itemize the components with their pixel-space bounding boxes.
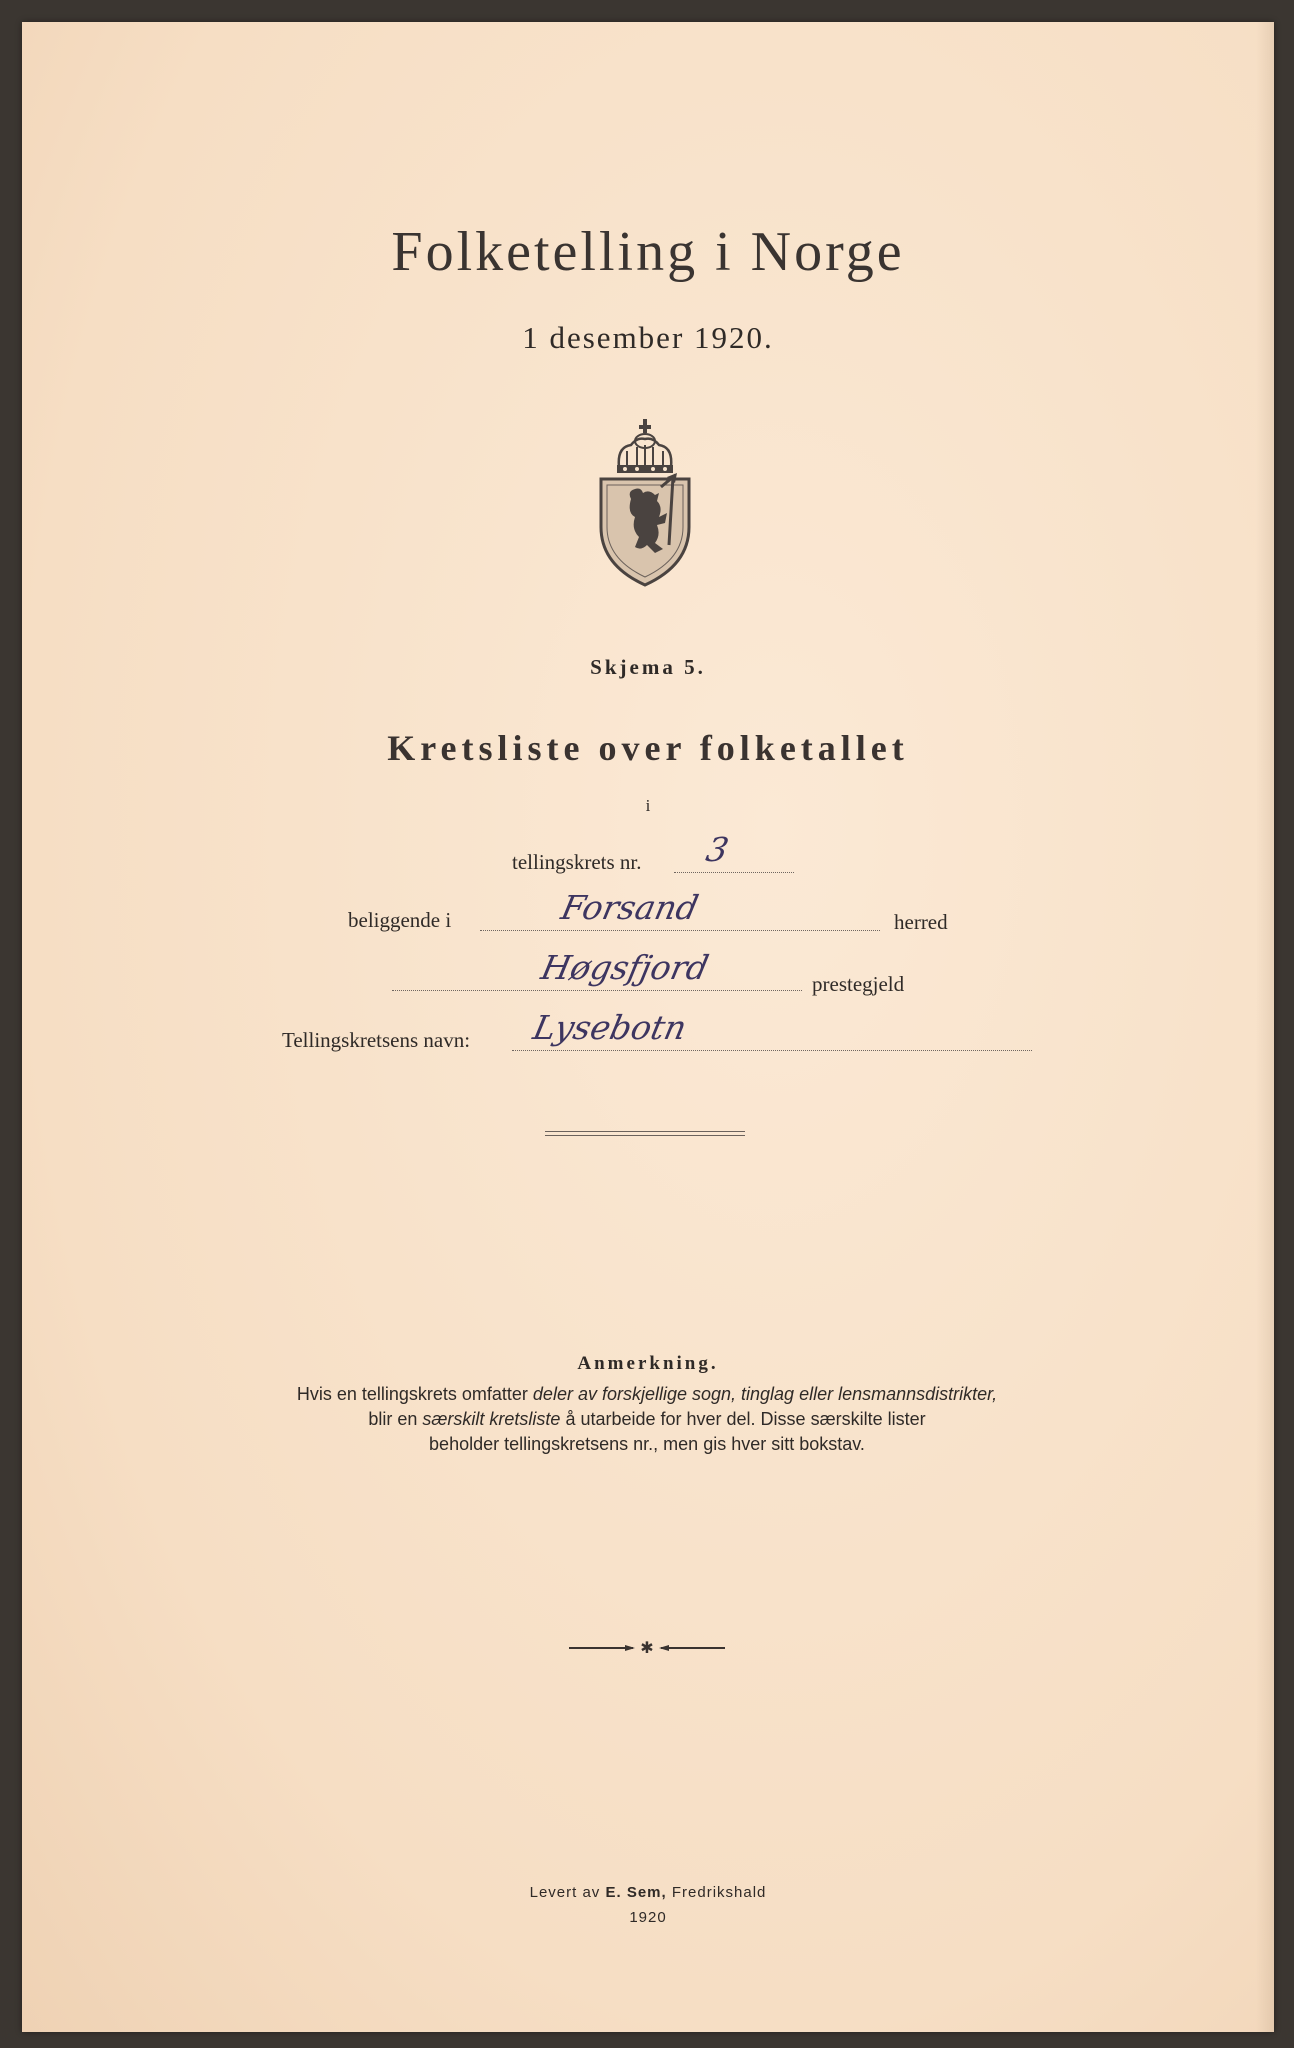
note-heading: Anmerkning. [577,1353,719,1374]
schema-number: Skjema 5. [590,655,706,679]
printer-place: Fredrikshald [671,1884,767,1901]
krets-number-value: 3 [702,830,733,869]
printer-name: E. Sem, [605,1884,667,1901]
herred-line [480,930,880,931]
krets-name-line [512,1050,1032,1051]
note-line-2-text-a: blir en [368,1409,423,1429]
printer-line [22,1880,1274,1905]
prestegjeld-line [392,990,802,991]
printer-imprint [22,1880,1274,1930]
printer-year: 1920 [629,1909,667,1926]
note-line-2-italic: særskilt kretsliste [422,1409,561,1429]
krets-number-line [674,872,794,873]
note-line-2 [172,1407,1122,1432]
divider-rule [545,1131,745,1136]
note-body [172,1382,1122,1457]
note-line-1-italic: deler av forskjellige sogn, tinglag eller lensmannsdistrikter, [532,1384,998,1404]
krets-name-label: Tellingskretsens navn: [282,1028,471,1052]
norwegian-coat-of-arms-icon [597,417,693,587]
krets-number-label: tellingskrets nr. [512,850,642,874]
form-heading: Kretsliste over folketallet [387,728,909,768]
prestegjeld-suffix: prestegjeld [812,972,905,996]
note-line-2-text-b: å utarbeide for hver del. Disse særskilte lister [560,1409,926,1429]
herred-value: Forsand [557,888,702,927]
page-title: Folketelling i Norge [391,221,905,283]
krets-name-value: Lysebotn [529,1008,691,1047]
herred-suffix: herred [894,910,948,934]
note-line-1 [172,1382,1122,1407]
ornament-divider-icon [567,1638,727,1658]
note-line-1-text: Hvis en tellingskrets omfatter [296,1384,533,1404]
prestegjeld-value: Høgsfjord [537,948,713,987]
svg-text:✱: ✱ [640,1638,654,1657]
preposition-i: i [645,796,651,815]
beliggende-label: beliggende i [348,908,452,932]
printer-prefix: Levert av [529,1884,601,1901]
note-line-3: beholder tellingskretsens nr., men gis hver sitt bokstav. [429,1434,865,1454]
census-date: 1 desember 1920. [522,320,774,355]
census-form-page [22,22,1274,2032]
